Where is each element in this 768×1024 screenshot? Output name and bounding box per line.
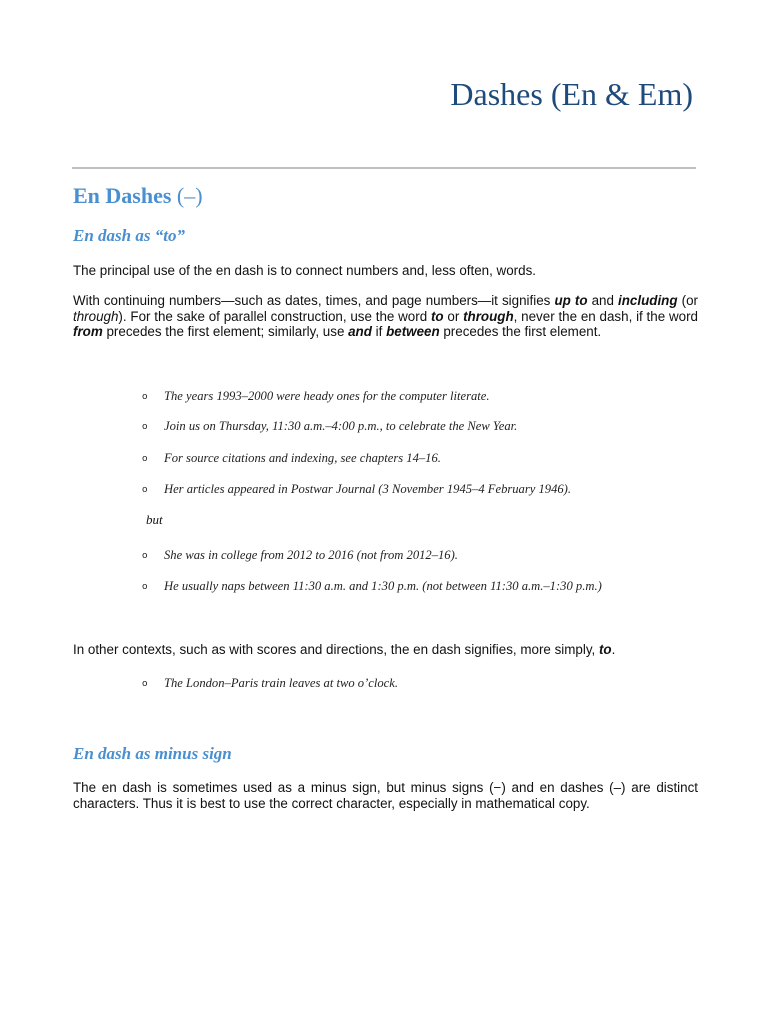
bullet-circle-icon: o [142, 582, 148, 592]
continuing-numbers-paragraph [73, 293, 698, 340]
para-text: and [587, 293, 619, 308]
bullet-circle-icon: o [142, 392, 148, 402]
para-text: if [371, 324, 387, 340]
example-text: For source citations and indexing, see chapters 14–16. [164, 451, 441, 465]
emphasis-and: and [348, 324, 372, 340]
example-text: Join us on Thursday, 11:30 a.m.–4:00 p.m., to celebrate the New Year. [164, 419, 518, 433]
but-label: but [146, 512, 163, 527]
emphasis-to: to [430, 308, 444, 324]
emphasis-to: to [598, 642, 612, 657]
other-contexts-paragraph [73, 642, 698, 658]
para-text: With continuing numbers—such as dates, times, and page numbers—it signifies [73, 293, 555, 308]
minus-sign-paragraph: The en dash is sometimes used as a minus sign, but minus signs (−) and en dashes (–) are distinct characters. Thus it is best to use the correct character, especially in mathematical copy. [73, 780, 698, 811]
bullet-circle-icon: o [142, 485, 148, 495]
emphasis-through-bold: through [463, 308, 514, 324]
emphasis-including: including [618, 293, 678, 308]
para-text: precedes the first element. [439, 324, 602, 340]
example-text: Her articles appeared in Postwar Journal (3 November 1945–4 February 1946). [164, 482, 572, 496]
section-heading-en-dashes [73, 183, 203, 209]
para-text: ). For the sake of parallel construction, use the word [118, 308, 431, 324]
example-text: She was in college from 2012 to 2016 (not from 2012–16). [164, 548, 458, 562]
para-text: (or [677, 293, 698, 308]
bullet-circle-icon: o [142, 551, 148, 561]
para-text: precedes the first element; similarly, use [102, 324, 349, 340]
list-item-example [142, 676, 398, 691]
bullet-circle-icon: o [142, 422, 148, 432]
document-title: Dashes (En & Em) [450, 76, 693, 112]
subsection-heading-en-dash-as-minus: En dash as minus sign [73, 744, 232, 763]
emphasis-from: from [73, 324, 103, 340]
section-heading-symbol: (–) [176, 183, 203, 208]
bullet-circle-icon: o [142, 454, 148, 464]
example-text: He usually naps between 11:30 a.m. and 1:30 p.m. (not between 11:30 a.m.–1:30 p.m.) [164, 579, 602, 593]
emphasis-up-to: up to [554, 293, 588, 308]
list-item-counter-example [142, 548, 458, 563]
section-heading-text: En Dashes [73, 183, 172, 208]
title-divider [72, 167, 696, 169]
intro-paragraph: The principal use of the en dash is to connect numbers and, less often, words. [73, 263, 536, 278]
list-item-counter-example [142, 579, 602, 594]
list-item-example [142, 482, 571, 497]
list-item-example [142, 451, 441, 466]
list-item-example [142, 389, 490, 404]
para-text: or [443, 308, 464, 324]
para-text: In other contexts, such as with scores and directions, the en dash signifies, more simply, [73, 642, 599, 657]
example-text: The years 1993–2000 were heady ones for the computer literate. [164, 389, 490, 403]
emphasis-between: between [386, 324, 440, 340]
para-text: , never the en dash, if the word [513, 308, 698, 324]
list-item-example [142, 419, 517, 434]
subsection-heading-en-dash-as-to: En dash as “to” [73, 226, 185, 245]
bullet-circle-icon: o [142, 679, 148, 689]
para-text: . [611, 642, 616, 657]
emphasis-through: through [73, 308, 119, 324]
example-text: The London–Paris train leaves at two o’clock. [164, 676, 399, 690]
